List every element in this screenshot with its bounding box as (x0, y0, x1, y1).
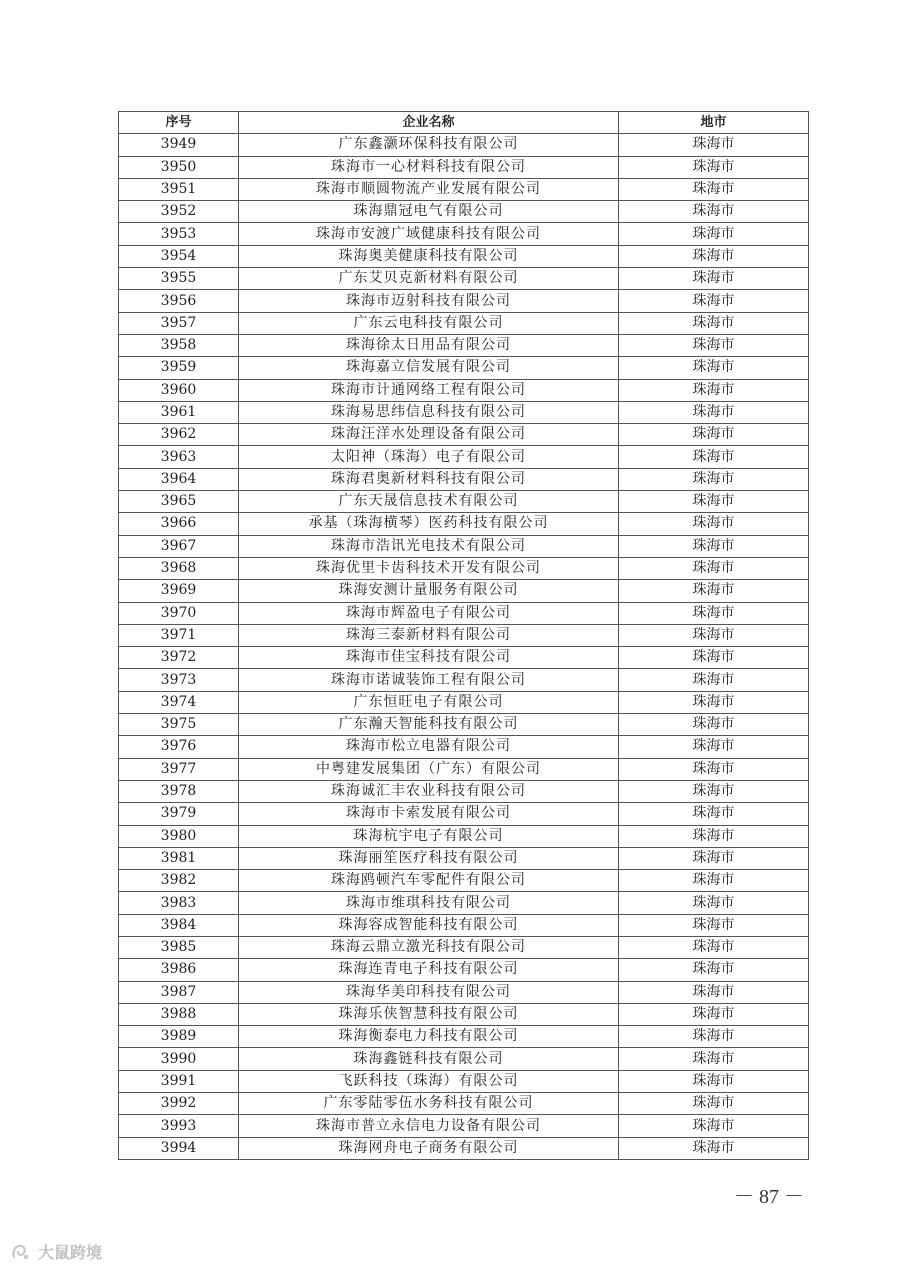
table-row (119, 312, 809, 334)
row-city: 珠海市 (619, 714, 809, 736)
watermark (10, 1240, 102, 1263)
row-serial: 3980 (119, 825, 239, 847)
row-company-name: 珠海市维琪科技有限公司 (239, 892, 619, 914)
row-serial: 3963 (119, 446, 239, 468)
row-serial: 3958 (119, 334, 239, 356)
logo-icon (10, 1241, 32, 1263)
table-row (119, 1003, 809, 1025)
row-city: 珠海市 (619, 825, 809, 847)
row-serial: 3974 (119, 691, 239, 713)
table-row (119, 624, 809, 646)
row-city: 珠海市 (619, 401, 809, 423)
table-row (119, 424, 809, 446)
table-row (119, 870, 809, 892)
row-company-name: 珠海君奥新材料科技有限公司 (239, 468, 619, 490)
row-company-name: 珠海市佳宝科技有限公司 (239, 647, 619, 669)
row-serial: 3968 (119, 557, 239, 579)
row-serial: 3971 (119, 624, 239, 646)
row-serial: 3978 (119, 780, 239, 802)
row-company-name: 珠海市诺诚装饰工程有限公司 (239, 669, 619, 691)
row-city: 珠海市 (619, 736, 809, 758)
row-serial: 3979 (119, 803, 239, 825)
row-city: 珠海市 (619, 379, 809, 401)
row-company-name: 珠海鸥顿汽车零配件有限公司 (239, 870, 619, 892)
row-company-name: 珠海市迈射科技有限公司 (239, 290, 619, 312)
row-serial: 3991 (119, 1070, 239, 1092)
row-company-name: 广东鑫灏环保科技有限公司 (239, 134, 619, 156)
row-company-name: 珠海鼎冠电气有限公司 (239, 201, 619, 223)
row-serial: 3970 (119, 602, 239, 624)
row-company-name: 珠海嘉立信发展有限公司 (239, 357, 619, 379)
row-company-name: 珠海奥美健康科技有限公司 (239, 245, 619, 267)
row-serial: 3972 (119, 647, 239, 669)
row-company-name: 珠海市安渡广域健康科技有限公司 (239, 223, 619, 245)
row-serial: 3959 (119, 357, 239, 379)
table-row (119, 201, 809, 223)
table-row (119, 691, 809, 713)
row-company-name: 广东瀚天智能科技有限公司 (239, 714, 619, 736)
row-company-name: 珠海网舟电子商务有限公司 (239, 1137, 619, 1159)
page-number: － 87 － (734, 1186, 804, 1208)
row-company-name: 珠海市普立永信电力设备有限公司 (239, 1115, 619, 1137)
row-city: 珠海市 (619, 1093, 809, 1115)
table-row (119, 714, 809, 736)
row-serial: 3985 (119, 936, 239, 958)
row-city: 珠海市 (619, 491, 809, 513)
row-company-name: 珠海市顺圆物流产业发展有限公司 (239, 178, 619, 200)
row-serial: 3983 (119, 892, 239, 914)
row-serial: 3986 (119, 959, 239, 981)
row-city: 珠海市 (619, 1026, 809, 1048)
row-company-name: 广东天晟信息技术有限公司 (239, 491, 619, 513)
row-serial: 3951 (119, 178, 239, 200)
row-city: 珠海市 (619, 847, 809, 869)
table-row (119, 1048, 809, 1070)
row-company-name: 珠海优里卡齿科技术开发有限公司 (239, 557, 619, 579)
row-city: 珠海市 (619, 1115, 809, 1137)
table-row (119, 535, 809, 557)
table-row (119, 914, 809, 936)
table-row (119, 1026, 809, 1048)
row-company-name: 珠海三泰新材料有限公司 (239, 624, 619, 646)
row-serial: 3965 (119, 491, 239, 513)
watermark-text: 大鼠跨境 (38, 1243, 103, 1262)
row-company-name: 珠海市计通网络工程有限公司 (239, 379, 619, 401)
row-city: 珠海市 (619, 223, 809, 245)
row-city: 珠海市 (619, 758, 809, 780)
row-city: 珠海市 (619, 535, 809, 557)
table-row (119, 245, 809, 267)
row-city: 珠海市 (619, 870, 809, 892)
table-row (119, 959, 809, 981)
row-city: 珠海市 (619, 780, 809, 802)
row-city: 珠海市 (619, 268, 809, 290)
table-row (119, 647, 809, 669)
table-row (119, 557, 809, 579)
row-city: 珠海市 (619, 312, 809, 334)
header-serial: 序号 (119, 112, 239, 134)
table-body (119, 134, 809, 1160)
table-row (119, 290, 809, 312)
table-row (119, 1137, 809, 1159)
header-city: 地市 (619, 112, 809, 134)
row-company-name: 珠海市浩讯光电技术有限公司 (239, 535, 619, 557)
row-city: 珠海市 (619, 357, 809, 379)
table-row (119, 580, 809, 602)
row-company-name: 珠海乐侠智慧科技有限公司 (239, 1003, 619, 1025)
table-row (119, 379, 809, 401)
row-serial: 3984 (119, 914, 239, 936)
row-company-name: 承基（珠海横琴）医药科技有限公司 (239, 513, 619, 535)
row-city: 珠海市 (619, 1003, 809, 1025)
row-serial: 3975 (119, 714, 239, 736)
row-city: 珠海市 (619, 981, 809, 1003)
row-serial: 3967 (119, 535, 239, 557)
table-row (119, 825, 809, 847)
row-serial: 3969 (119, 580, 239, 602)
row-serial: 3962 (119, 424, 239, 446)
table-row (119, 669, 809, 691)
row-company-name: 广东艾贝克新材料有限公司 (239, 268, 619, 290)
table-row (119, 981, 809, 1003)
row-company-name: 太阳神（珠海）电子有限公司 (239, 446, 619, 468)
table-row (119, 736, 809, 758)
row-company-name: 广东零陆零伍水务科技有限公司 (239, 1093, 619, 1115)
row-company-name: 飞跃科技（珠海）有限公司 (239, 1070, 619, 1092)
row-company-name: 珠海连青电子科技有限公司 (239, 959, 619, 981)
row-city: 珠海市 (619, 892, 809, 914)
table-row (119, 134, 809, 156)
table-header-row (119, 112, 809, 134)
row-serial: 3994 (119, 1137, 239, 1159)
table-row (119, 401, 809, 423)
row-city: 珠海市 (619, 624, 809, 646)
row-city: 珠海市 (619, 468, 809, 490)
table-row (119, 268, 809, 290)
row-company-name: 珠海安测计量服务有限公司 (239, 580, 619, 602)
row-city: 珠海市 (619, 669, 809, 691)
row-serial: 3949 (119, 134, 239, 156)
row-company-name: 珠海华美印科技有限公司 (239, 981, 619, 1003)
row-city: 珠海市 (619, 959, 809, 981)
row-city: 珠海市 (619, 580, 809, 602)
row-serial: 3988 (119, 1003, 239, 1025)
row-serial: 3976 (119, 736, 239, 758)
table-row (119, 357, 809, 379)
table-row (119, 780, 809, 802)
row-serial: 3990 (119, 1048, 239, 1070)
row-company-name: 珠海徐太日用品有限公司 (239, 334, 619, 356)
table-row (119, 936, 809, 958)
row-city: 珠海市 (619, 936, 809, 958)
row-serial: 3977 (119, 758, 239, 780)
row-serial: 3953 (119, 223, 239, 245)
row-city: 珠海市 (619, 914, 809, 936)
table-row (119, 847, 809, 869)
row-company-name: 珠海市辉盈电子有限公司 (239, 602, 619, 624)
row-city: 珠海市 (619, 513, 809, 535)
table-row (119, 491, 809, 513)
table-row (119, 223, 809, 245)
row-company-name: 珠海市松立电器有限公司 (239, 736, 619, 758)
row-serial: 3957 (119, 312, 239, 334)
row-company-name: 珠海杭宇电子有限公司 (239, 825, 619, 847)
row-serial: 3954 (119, 245, 239, 267)
header-company-name: 企业名称 (239, 112, 619, 134)
table-row (119, 156, 809, 178)
row-city: 珠海市 (619, 178, 809, 200)
row-serial: 3992 (119, 1093, 239, 1115)
table-row (119, 602, 809, 624)
row-company-name: 珠海鑫链科技有限公司 (239, 1048, 619, 1070)
row-company-name: 珠海容成智能科技有限公司 (239, 914, 619, 936)
table-row (119, 468, 809, 490)
table-row (119, 446, 809, 468)
row-company-name: 广东恒旺电子有限公司 (239, 691, 619, 713)
row-city: 珠海市 (619, 201, 809, 223)
row-serial: 3960 (119, 379, 239, 401)
table-row (119, 1070, 809, 1092)
row-city: 珠海市 (619, 334, 809, 356)
enterprise-table (118, 111, 809, 1160)
table-row (119, 1093, 809, 1115)
row-company-name: 珠海汪洋水处理设备有限公司 (239, 424, 619, 446)
row-city: 珠海市 (619, 602, 809, 624)
row-company-name: 珠海市卡索发展有限公司 (239, 803, 619, 825)
row-city: 珠海市 (619, 1048, 809, 1070)
row-city: 珠海市 (619, 290, 809, 312)
row-company-name: 广东云电科技有限公司 (239, 312, 619, 334)
table-row (119, 1115, 809, 1137)
row-serial: 3955 (119, 268, 239, 290)
row-serial: 3952 (119, 201, 239, 223)
table-row (119, 892, 809, 914)
row-serial: 3981 (119, 847, 239, 869)
row-serial: 3961 (119, 401, 239, 423)
row-serial: 3993 (119, 1115, 239, 1137)
row-serial: 3973 (119, 669, 239, 691)
row-company-name: 珠海易思纬信息科技有限公司 (239, 401, 619, 423)
row-city: 珠海市 (619, 134, 809, 156)
row-serial: 3989 (119, 1026, 239, 1048)
row-city: 珠海市 (619, 156, 809, 178)
row-serial: 3956 (119, 290, 239, 312)
row-company-name: 珠海市一心材料科技有限公司 (239, 156, 619, 178)
table-row (119, 758, 809, 780)
row-city: 珠海市 (619, 691, 809, 713)
row-company-name: 珠海丽笙医疗科技有限公司 (239, 847, 619, 869)
row-serial: 3964 (119, 468, 239, 490)
row-city: 珠海市 (619, 1070, 809, 1092)
row-city: 珠海市 (619, 245, 809, 267)
row-city: 珠海市 (619, 424, 809, 446)
row-serial: 3966 (119, 513, 239, 535)
row-company-name: 珠海云鼎立激光科技有限公司 (239, 936, 619, 958)
row-city: 珠海市 (619, 446, 809, 468)
row-serial: 3982 (119, 870, 239, 892)
row-company-name: 中粤建发展集团（广东）有限公司 (239, 758, 619, 780)
row-city: 珠海市 (619, 557, 809, 579)
row-company-name: 珠海衡泰电力科技有限公司 (239, 1026, 619, 1048)
row-city: 珠海市 (619, 803, 809, 825)
row-company-name: 珠海诚汇丰农业科技有限公司 (239, 780, 619, 802)
row-serial: 3987 (119, 981, 239, 1003)
table-row (119, 803, 809, 825)
table-row (119, 334, 809, 356)
row-serial: 3950 (119, 156, 239, 178)
row-city: 珠海市 (619, 647, 809, 669)
table-row (119, 178, 809, 200)
table-row (119, 513, 809, 535)
row-city: 珠海市 (619, 1137, 809, 1159)
